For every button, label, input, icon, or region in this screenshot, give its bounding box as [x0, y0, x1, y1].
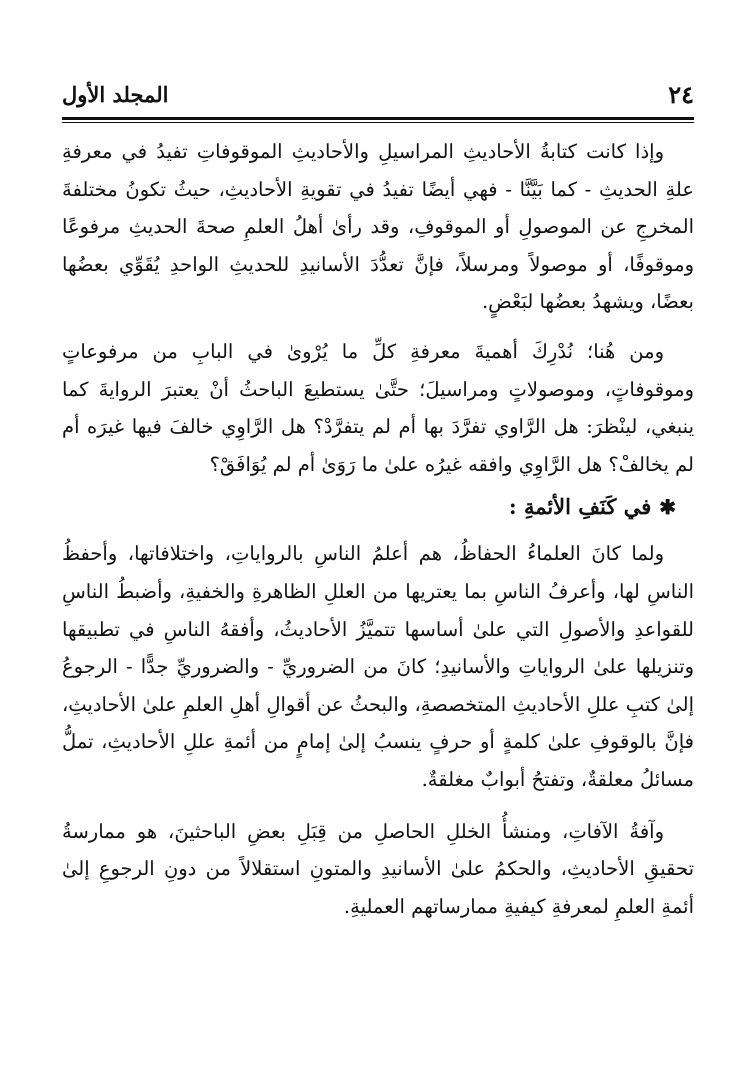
header-rule-thin: [62, 122, 694, 123]
page-number: ٢٤: [668, 80, 694, 109]
page-body: [62, 133, 694, 925]
paragraph-ahammiyat-al-marifa: ومن هُنا؛ نُدْرِكَ أهميةَ معرفةِ كلِّ ما يُرْوىٰ في البابِ من مرفوعاتٍ وموقوفاتٍ، وموصولاتٍ ومراسيلَ؛ حتَّىٰ يستطيعَ الباحثُ أنْ يعتبرَ الروايةَ كما ينبغي، لينْظرَ: هل الرَّاوي تفرَّدَ بها أم لم يتفرَّدْ؟ هل الرَّاوِي خالفَ فيها غيرَه أم لم يخالفْ؟ هل الرَّاوِي وافقه غيرُه علىٰ ما رَوَىٰ أم لم يُوَافَقْ؟: [62, 339, 694, 476]
section-heading: [62, 489, 694, 525]
paragraph-tadid-al-asanid: وإذا كانت كتابةُ الأحاديثِ المراسيلِ والأحاديثِ الموقوفاتِ تفيدُ في معرفةِ علةِ الحديثِ - كما بَيَّنَّا - فهي أيضًا تفيدُ في تقويةِ الأحاديثِ، حيثُ تكونُ مختلفةَ المخرجِ عن الموصولِ أو الموقوفِ، وقد رأىٰ أهلُ العلمِ صحةَ الحديثِ مرفوعًا وموقوفًا، أو موصولاً ومرسلاً، فإنَّ تعدُّدَ الأسانيدِ للحديثِ الواحدِ يُقَوِّي بعضُها بعضًا، ويشهدُ بعضُها لبَعْضٍ.: [62, 140, 694, 314]
star-icon: ✱: [659, 495, 676, 520]
running-head-volume-title: المجلد الأول: [62, 82, 169, 107]
paragraph-afat-al-afat: وآفةُ الآفاتِ، ومنشأُ الخللِ الحاصلِ من قِبَلِ بعضِ الباحثينَ، هو ممارسةُ تحقيقِ الأحاديثِ، والحكمُ علىٰ الأسانيدِ والمتونِ استقلالاً من دونِ الرجوعِ إلىٰ أئمةِ العلمِ لمعرفةِ كيفيةِ ممارساتهم العمليةِ.: [62, 819, 694, 918]
paragraph-al-ulama-al-huffaz: ولما كانَ العلماءُ الحفاظُ، هم أعلمُ الناسِ بالرواياتِ، واختلافاتها، وأحفظُ الناسِ لها، وأعرفُ الناسِ بما يعتريها من العللِ الظاهرةِ والخفيةِ، وأضبطُ الناسِ للقواعدِ والأصولِ التي علىٰ أساسها تتميَّزُ الأحاديثُ، وأفقهُ الناسِ في تطبيقها وتنزيلها علىٰ الرواياتِ والأسانيدِ؛ كانَ من الضروريِّ - والضروريِّ جدًّا - الرجوعُ إلىٰ كتبِ عللِ الأحاديثِ المتخصصةِ، والبحثُ عن أقوالِ أهلِ العلمِ علىٰ الأحاديثِ، فإنَّ بالوقوفِ علىٰ كلمةٍ أو حرفٍ ينسبُ إلىٰ إمامٍ من أئمةِ عللِ الأحاديثِ، تملُّ مسائلُ معلقةٌ، وتفتحُ أبوابٌ مغلقةٌ.: [62, 542, 694, 791]
page-header: [62, 80, 694, 116]
header-rule-thick: [62, 117, 694, 120]
section-heading-text: في كَنَفِ الأئمةِ :: [508, 494, 652, 520]
